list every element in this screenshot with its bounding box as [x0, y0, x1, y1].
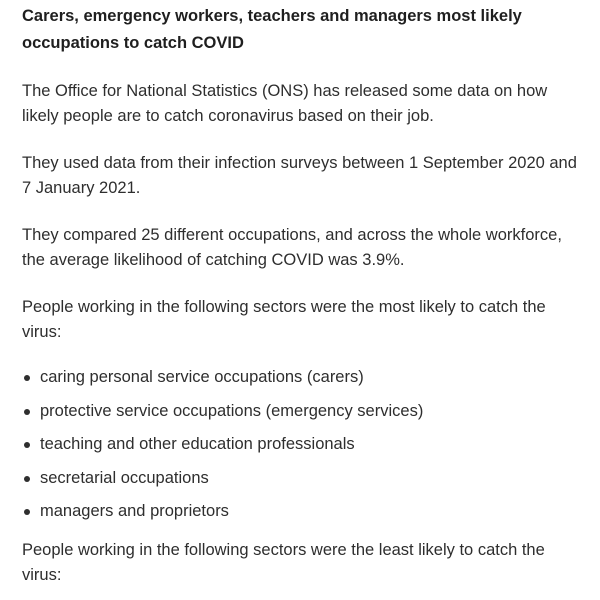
paragraph-ons-release: The Office for National Statistics (ONS) has released some data on how likely people are to catch coronavirus based on their job. [22, 82, 548, 125]
paragraph-survey-dates: They used data from their infection surveys between 1 September 2020 and 7 January 2021. [22, 154, 577, 197]
list-item-text: secretarial occupations [40, 468, 209, 487]
list-item-text: protective service occupations (emergency services) [40, 401, 424, 420]
list-item-text: managers and proprietors [40, 502, 229, 520]
article-headline: Carers, emergency workers, teachers and managers most likely occupations to catch COVID [22, 7, 522, 52]
list-item [22, 466, 580, 491]
bullet-icon [24, 442, 30, 448]
paragraph-most-likely-intro: People working in the following sectors were the most likely to catch the virus: [22, 298, 546, 341]
list-item [22, 365, 580, 390]
paragraph-average-likelihood: They compared 25 different occupations, and across the whole workforce, the average likelihood of catching COVID was 3.9%. [22, 226, 562, 269]
bullet-icon [24, 476, 30, 482]
list-item [22, 432, 580, 457]
bullet-icon [24, 509, 30, 515]
list-item [22, 499, 580, 524]
bullet-icon [24, 409, 30, 415]
bullet-icon [24, 375, 30, 381]
list-item-text: teaching and other education professionals [40, 435, 355, 453]
list-item [22, 399, 580, 424]
most-likely-occupations-list [22, 365, 580, 524]
list-item-text: caring personal service occupations (carers) [40, 368, 364, 386]
paragraph-least-likely-intro: People working in the following sectors were the least likely to catch the virus: [22, 541, 545, 584]
